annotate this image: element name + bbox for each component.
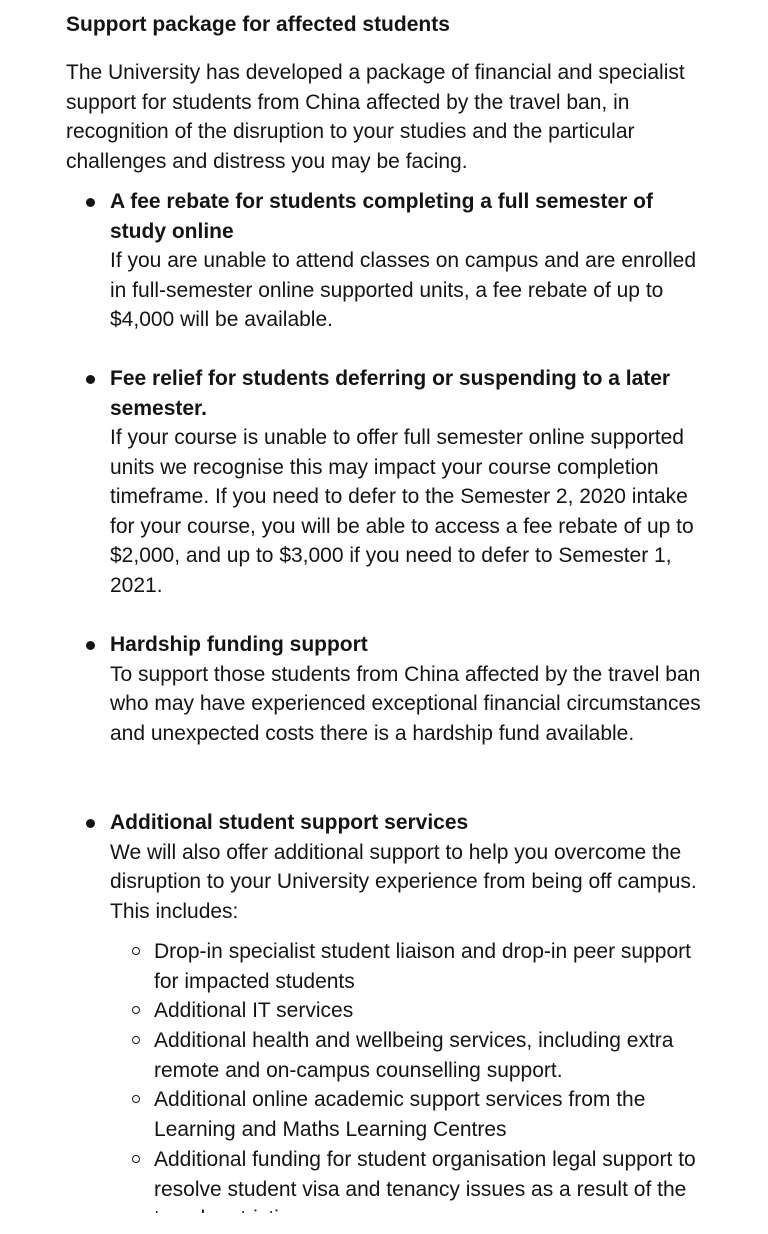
- support-item-heading: Hardship funding support: [110, 633, 368, 656]
- support-item-body: To support those students from China affected by the travel ban who may have experienced exceptional financial circumstances and unexpected costs there is a hardship fund available.: [110, 662, 701, 745]
- circle-bullet-icon: [132, 1155, 140, 1163]
- support-item-hardship: [86, 630, 706, 748]
- page-cutoff-edge: [0, 1213, 768, 1227]
- sub-list-item: [132, 996, 707, 1026]
- circle-bullet-icon: [132, 1036, 140, 1044]
- support-item-heading: Fee relief for students deferring or suspending to a later semester.: [110, 367, 671, 420]
- bullet-icon: [86, 641, 95, 650]
- sub-list-item-text: Additional online academic support services from the Learning and Maths Learning Centres: [154, 1088, 646, 1141]
- support-item-fee-rebate: [86, 187, 706, 335]
- bullet-icon: [86, 819, 95, 828]
- sub-list-item: [132, 937, 707, 996]
- support-item-body: If your course is unable to offer full semester online supported units we recognise this may impact your course completion timeframe. If you need to defer to the Semester 2, 2020 intake for your course, you will be able to access a fee rebate of up to $2,000, and up to $3,000 if you need to defer to Semester 1, 2021.: [110, 426, 694, 597]
- sub-list-item-text: Drop-in specialist student liaison and drop-in peer support for impacted students: [154, 940, 691, 993]
- intro-paragraph: The University has developed a package of financial and specialist support for students from China affected by the travel ban, in recognition of the disruption to your studies and the particular challenges and distress you may be facing.: [66, 61, 685, 173]
- circle-bullet-icon: [132, 1095, 140, 1103]
- page-title: Support package for affected students: [66, 13, 450, 36]
- sub-list-item-text: Additional IT services: [154, 999, 354, 1022]
- support-item-body: We will also offer additional support to help you overcome the disruption to your University experience from being off campus. This includes:: [110, 840, 697, 923]
- sub-list-item: [132, 1085, 707, 1144]
- sub-list-item: [132, 1026, 707, 1085]
- support-item-fee-relief: [86, 364, 706, 600]
- circle-bullet-icon: [132, 947, 140, 955]
- sub-list-item-text: Additional funding for student organisation legal support to resolve student visa and tenancy issues as a result of the: [154, 1148, 696, 1201]
- support-item-additional-services: [86, 808, 706, 926]
- bullet-icon: [86, 198, 95, 207]
- support-item-heading: Additional student support services: [110, 811, 469, 834]
- circle-bullet-icon: [132, 1006, 140, 1014]
- support-item-body: If you are unable to attend classes on campus and are enrolled in full-semester online supported units, a fee rebate of up to $4,000 will be available.: [110, 249, 697, 331]
- sub-list-item-text: Additional health and wellbeing services, including extra remote and on-campus counselling support.: [154, 1029, 674, 1082]
- bullet-icon: [86, 375, 95, 384]
- support-item-heading: A fee rebate for students completing a full semester of study online: [110, 190, 654, 243]
